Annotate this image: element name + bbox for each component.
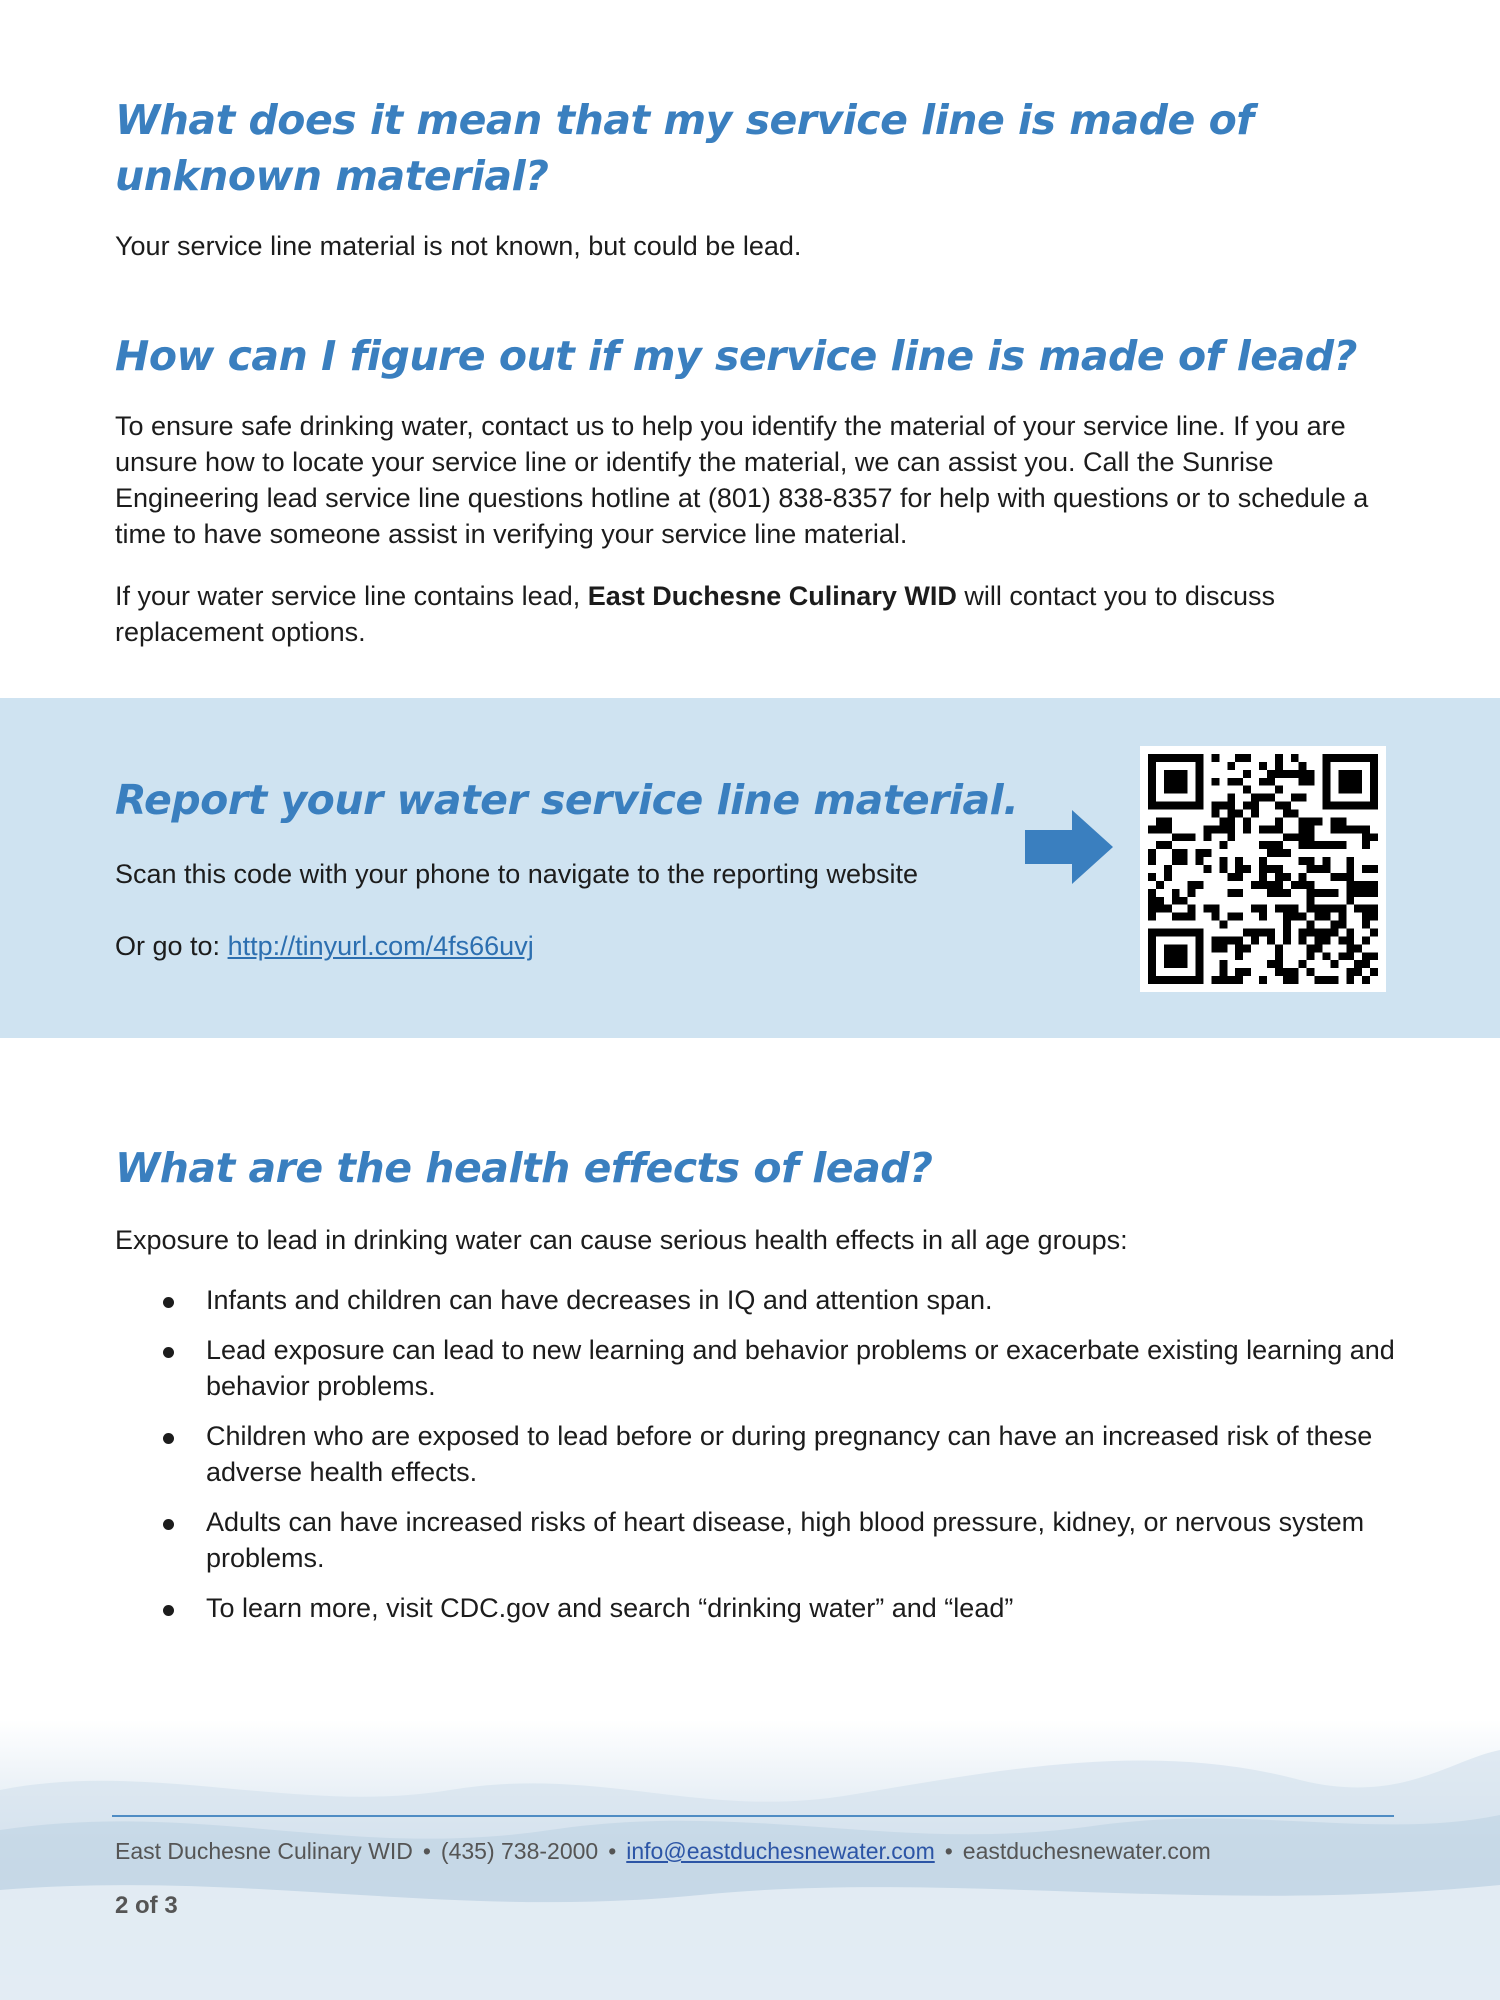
section-unknown-material bbox=[115, 92, 1395, 264]
bullet-icon bbox=[163, 1347, 174, 1358]
report-text-block bbox=[115, 772, 1035, 964]
list-item: Infants and children can have decreases in IQ and attention span. bbox=[115, 1282, 1396, 1318]
bullet-icon bbox=[163, 1519, 174, 1530]
footer-separator: • bbox=[944, 1838, 953, 1864]
goto-label: Or go to: bbox=[115, 931, 228, 961]
qr-code[interactable] bbox=[1140, 746, 1386, 992]
replacement-text bbox=[115, 578, 1395, 650]
scan-instructions: Scan this code with your phone to navigate to the reporting website bbox=[115, 859, 918, 889]
health-intro: Exposure to lead in drinking water can cause serious health effects in all age groups: bbox=[115, 1225, 1128, 1255]
utility-name: East Duchesne Culinary WID bbox=[587, 581, 957, 611]
footer-email-link[interactable]: info@eastduchesnewater.com bbox=[626, 1838, 935, 1864]
list-item: Lead exposure can lead to new learning and behavior problems or exacerbate existing learning and behavior problems. bbox=[115, 1332, 1396, 1404]
list-item: To learn more, visit CDC.gov and search “drinking water” and “lead” bbox=[115, 1590, 1396, 1626]
section-figure-out bbox=[115, 328, 1395, 650]
replacement-text-prefix: If your water service line contains lead, bbox=[115, 581, 588, 611]
report-link[interactable]: http://tinyurl.com/4fs66uvj bbox=[227, 931, 534, 961]
list-item: Children who are exposed to lead before or during pregnancy can have an increased risk of these adverse health effects. bbox=[115, 1418, 1396, 1490]
bullet-icon bbox=[163, 1297, 174, 1308]
footer-divider bbox=[112, 1815, 1394, 1817]
footer-org: East Duchesne Culinary WID bbox=[115, 1838, 413, 1864]
footer-separator: • bbox=[422, 1838, 431, 1864]
replacement-text-suffix: will contact you to discuss replacement options. bbox=[115, 581, 1275, 647]
section-health-effects bbox=[115, 1140, 1395, 1640]
goto-line bbox=[115, 928, 1035, 964]
list-item: Adults can have increased risks of heart disease, high blood pressure, kidney, or nervous system problems. bbox=[115, 1504, 1396, 1576]
health-effects-list bbox=[115, 1282, 1395, 1626]
footer-contact bbox=[115, 1838, 1211, 1865]
heading-unknown-material: What does it mean that my service line is made of unknown material? bbox=[115, 96, 1254, 200]
figure-out-text: To ensure safe drinking water, contact us to help you identify the material of your service line. If you are unsure how to locate your service line or identify the material, we can assist you. Call the Sunrise Engineering lead service line questions hotline at (801) 838-8357 for help with questions or to schedule a time to have someone assist in verifying your service line material. bbox=[115, 411, 1369, 549]
report-band bbox=[0, 698, 1500, 1038]
qr-code-icon bbox=[1148, 754, 1378, 984]
heading-figure-out: How can I figure out if my service line is made of lead? bbox=[115, 332, 1357, 380]
heading-health-effects: What are the health effects of lead? bbox=[115, 1144, 933, 1192]
footer-separator: • bbox=[608, 1838, 617, 1864]
arrow-right-icon bbox=[1025, 810, 1115, 884]
heading-report: Report your water service line material. bbox=[115, 776, 1019, 824]
page-number: 2 of 3 bbox=[115, 1892, 178, 1919]
bullet-icon bbox=[163, 1605, 174, 1616]
footer-website: eastduchesnewater.com bbox=[962, 1838, 1211, 1864]
bullet-icon bbox=[163, 1433, 174, 1444]
unknown-material-text: Your service line material is not known, but could be lead. bbox=[115, 231, 802, 261]
footer-phone: (435) 738-2000 bbox=[440, 1838, 599, 1864]
